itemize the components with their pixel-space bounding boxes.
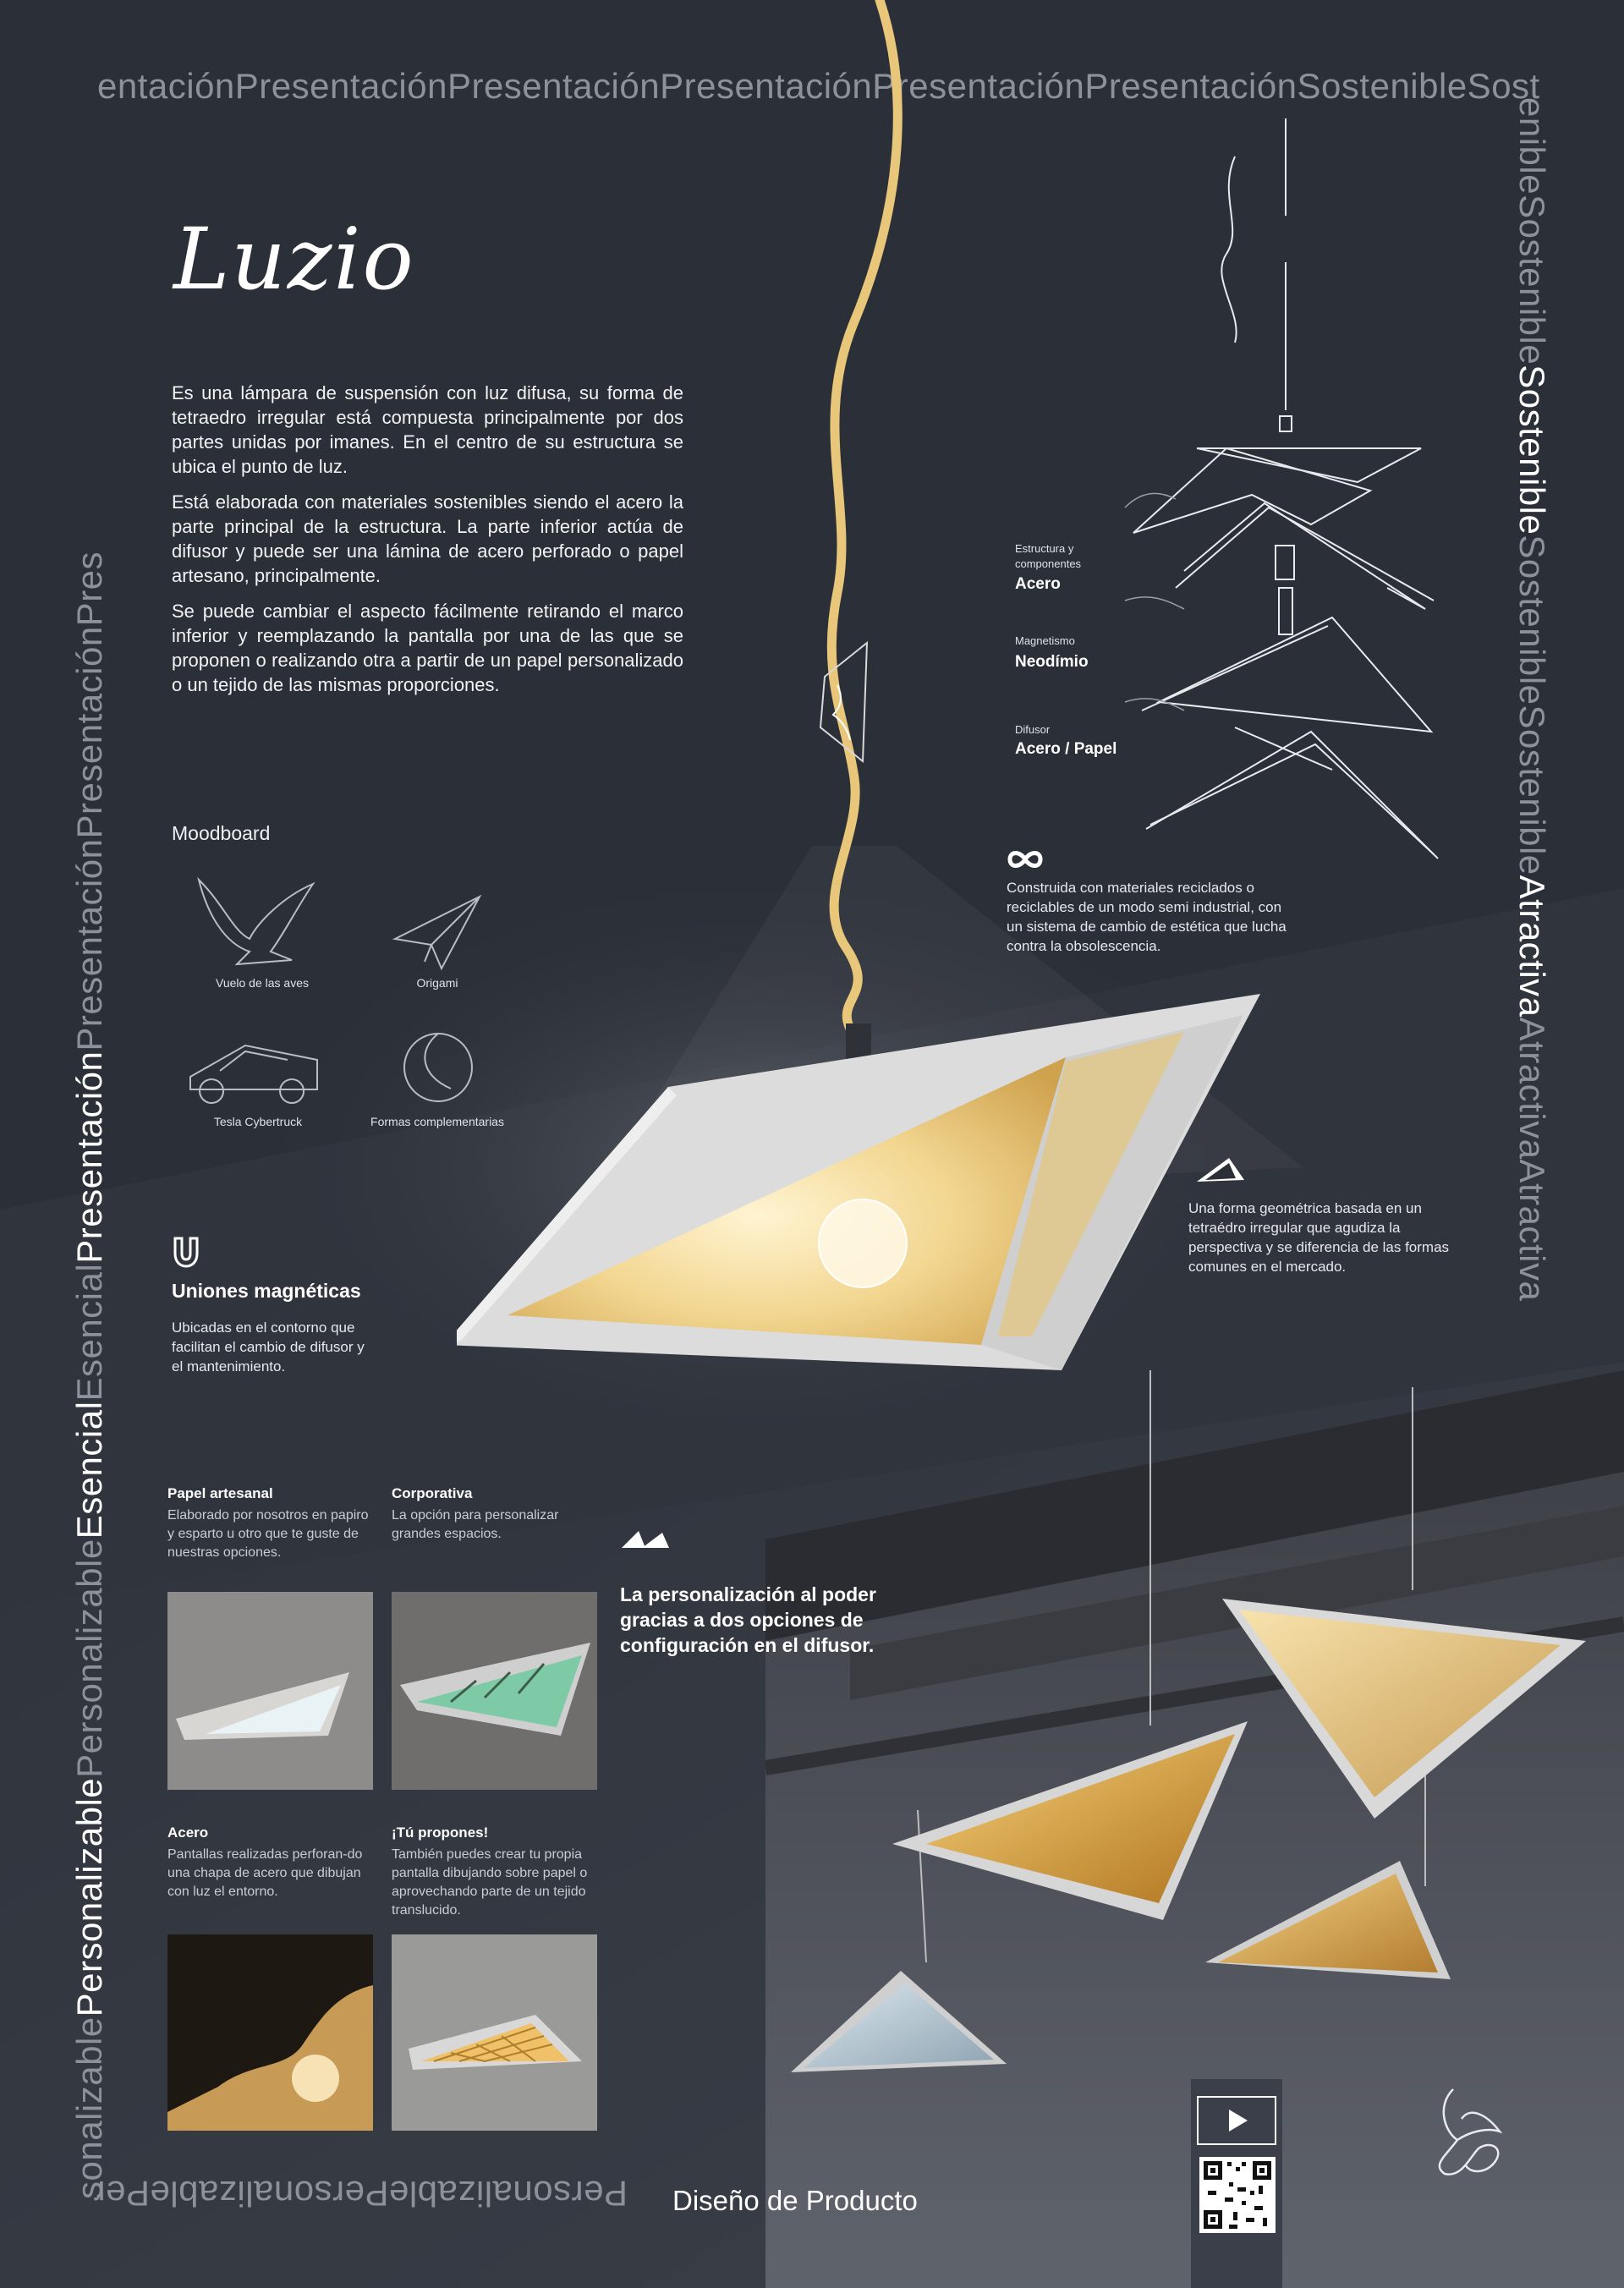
intro-paragraph: Se puede cambiar el aspecto fácilmente retirando el marco inferior y reemplazando la pantalla por una de las que se proponen o realizando otra a partir de un papel personalizado o un tejido de las mismas proporciones.: [172, 601, 683, 695]
moodboard-title: Moodboard: [172, 822, 271, 844]
intro-paragraph: Es una lámpara de suspensión con luz difusa, su forma de tetraedro irregular está compuesta principalmente por dos partes unidas por imanes. En el centro de su estructura se ubica el punto de luz.: [172, 382, 683, 477]
photo-papel-artesanal: [167, 1592, 373, 1790]
lz-monogram-logo: [1419, 2081, 1512, 2186]
left-band-text: [69, 551, 110, 2199]
yin-yang-circle-icon: [400, 1029, 476, 1106]
left-band-word: PresentaciónPres: [69, 551, 109, 839]
exploded-label-magnet-value: Neodímio: [1015, 653, 1089, 671]
magnet-text: Ubicadas en el contorno que facilitan el cambio de difusor y el mantenimiento.: [172, 1320, 365, 1374]
option-description: También puedes crear tu propia pantalla dibujando sobre papel o aprovechando parte de un tejido translucido.: [392, 1847, 588, 1918]
left-band-word: sonalizable: [69, 2016, 109, 2199]
top-band-text: entaciónPresentaciónPresentaciónPresentaciónPresentaciónPresentaciónSostenibleSost: [97, 66, 1540, 106]
infinity-icon: [1007, 848, 1044, 870]
intro-paragraph: Está elaborada con materiales sostenibles siendo el acero la parte principal de la estructura. La parte inferior actúa de difusor y puede ser una lámina de acero perforado o papel artesano, principalmente.: [172, 491, 683, 586]
exploded-label-diffuser: Difusor: [1015, 723, 1051, 736]
option-title: Acero: [167, 1824, 209, 1841]
moodboard-caption: Formas complementarias: [370, 1115, 504, 1128]
exploded-label-diffuser-value: Acero / Papel: [1015, 740, 1117, 758]
sustainability-text: Construida con materiales reciclados o reciclables de un modo semi industrial, con un sistema de cambio de estética que lucha contra la obsolescencia.: [1007, 880, 1287, 954]
left-band-word-bold: Personalizable: [69, 1777, 109, 2017]
option-title: ¡Tú propones!: [392, 1824, 489, 1841]
exploded-label-structure: Estructura y componentes: [1015, 542, 1082, 570]
footer-label: Diseño de Producto: [672, 2185, 918, 2216]
cybertruck-icon: [186, 1039, 321, 1106]
right-band-text: [1512, 97, 1552, 1301]
option-description: Pantallas realizadas perforan-do una chapa de acero que dibujan con luz el entorno.: [167, 1847, 363, 1899]
personalization-text: La personalización al poder gracias a dos opciones de configuración en el difusor.: [620, 1583, 876, 1656]
paper-plane-icon: [391, 892, 484, 973]
moodboard-caption: Tesla Cybertruck: [213, 1115, 303, 1128]
lamp-shapes-icon: [620, 1528, 671, 1550]
right-band-word: SostenibleSostenible: [1512, 535, 1552, 875]
bird-icon: [190, 871, 317, 973]
left-band-word: Personalizable: [69, 1539, 109, 1778]
photo-acero: [167, 1934, 373, 2131]
option-title: Corporativa: [392, 1485, 473, 1501]
right-band-word-bold: Atractiva: [1512, 875, 1552, 1018]
exploded-label-magnet: Magnetismo: [1015, 634, 1075, 647]
exploded-label-structure-value: Acero: [1015, 575, 1061, 593]
moodboard-caption: Origami: [416, 976, 458, 990]
right-band-word-bold: Sostenible: [1512, 365, 1552, 535]
product-title: Luzio: [173, 210, 415, 309]
option-description: Elaborado por nosotros en papiro y esparto u otro que te guste de nuestras opciones.: [167, 1508, 369, 1560]
option-title: Papel artesanal: [167, 1485, 273, 1501]
right-band-word: AtractivaAtractiva: [1512, 1017, 1552, 1302]
exploded-view-diagram: [1100, 118, 1455, 863]
geometry-text: Una forma geométrica basada en un tetraédro irregular que agudiza la perspectiva y se diferencia de las formas comunes en el mercado.: [1188, 1200, 1450, 1275]
play-icon[interactable]: [1197, 2096, 1276, 2145]
left-band-word: Esencial: [69, 1263, 109, 1402]
left-band-word-bold: Esencial: [69, 1401, 109, 1539]
photo-tu-propones: [392, 1934, 597, 2131]
qr-code[interactable]: [1199, 2157, 1276, 2233]
left-band-word-bold: Presentación: [69, 1051, 109, 1264]
tetrahedron-icon: [1195, 1156, 1246, 1183]
magnet-title: Uniones magnéticas: [172, 1280, 361, 1302]
photo-corporativa: [392, 1592, 597, 1790]
option-description: La opción para personalizar grandes espacios.: [392, 1508, 559, 1541]
moodboard-caption: Vuelo de las aves: [216, 976, 309, 990]
bottom-band-text: PersonalizablePersonalizablePer: [93, 2174, 628, 2214]
right-band-word: enibleSostenible: [1512, 97, 1552, 365]
left-band-word: Presentación: [69, 838, 109, 1051]
magnet-icon: [172, 1237, 200, 1269]
